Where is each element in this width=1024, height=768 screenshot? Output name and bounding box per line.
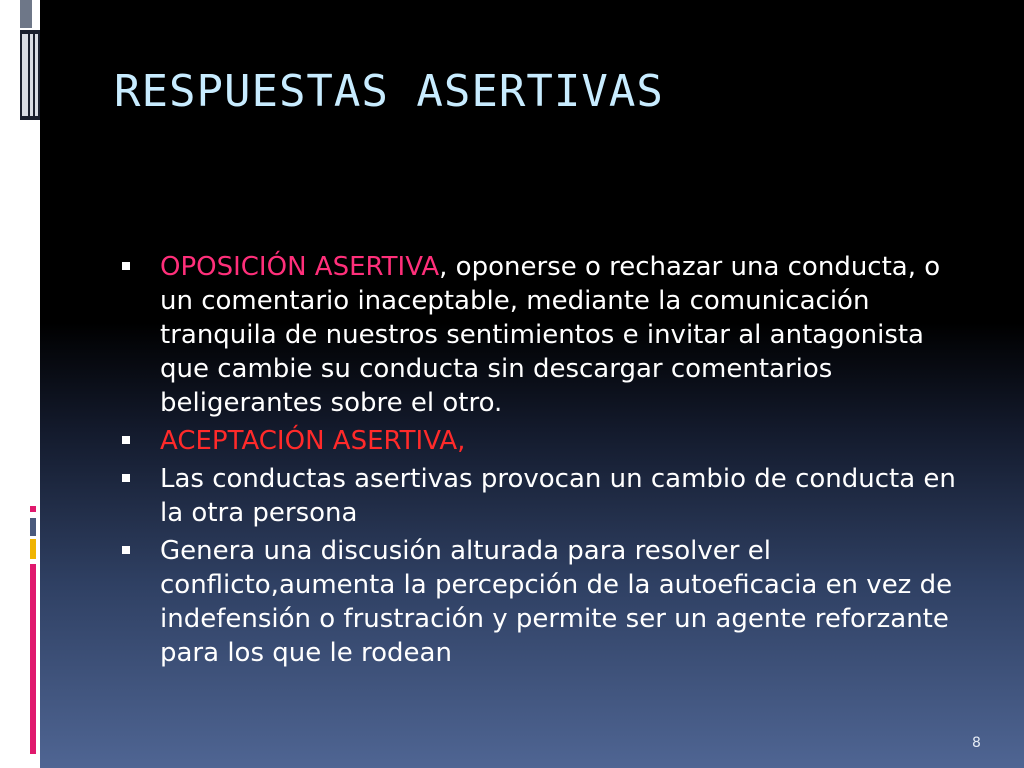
bullet-text: Las conductas asertivas provocan un cambio de conducta en la otra persona — [160, 464, 956, 528]
slide-title: RESPUESTAS ASERTIVAS — [114, 66, 664, 117]
pink-accent-tall — [30, 564, 36, 754]
bullet-text: , oponerse o rechazar una conducta, o un comentario inaceptable, mediante la comunicación tranquila de nuestros sentimientos e invitar al antagonista que cambie su conducta sin descargar comentarios beligerantes sobre el otro. — [160, 252, 941, 418]
square-bullet-icon — [122, 546, 130, 554]
bullet-item — [122, 534, 962, 670]
bullet-item — [122, 250, 962, 420]
page-number: 8 — [972, 735, 981, 751]
pink-accent-small — [30, 506, 36, 512]
bullet-item — [122, 424, 962, 458]
bullet-item — [122, 462, 962, 530]
blue-accent — [30, 518, 36, 536]
square-bullet-icon — [122, 474, 130, 482]
left-decorative-bar — [0, 0, 40, 768]
bullet-list — [122, 250, 962, 674]
yellow-accent — [30, 539, 36, 559]
grid-decoration-icon — [20, 30, 40, 120]
square-bullet-icon — [122, 436, 130, 444]
square-bullet-icon — [122, 262, 130, 270]
gray-stripe — [20, 0, 32, 28]
bullet-text: Genera una discusión alturada para resolver el conflicto,aumenta la percepción de la autoeficacia en vez de indefensión o frustración y permite ser un agente reforzante para los que le rodean — [160, 536, 953, 668]
bullet-lead: OPOSICIÓN ASERTIVA — [160, 252, 440, 282]
bullet-lead: ACEPTACIÓN ASERTIVA, — [160, 426, 466, 456]
